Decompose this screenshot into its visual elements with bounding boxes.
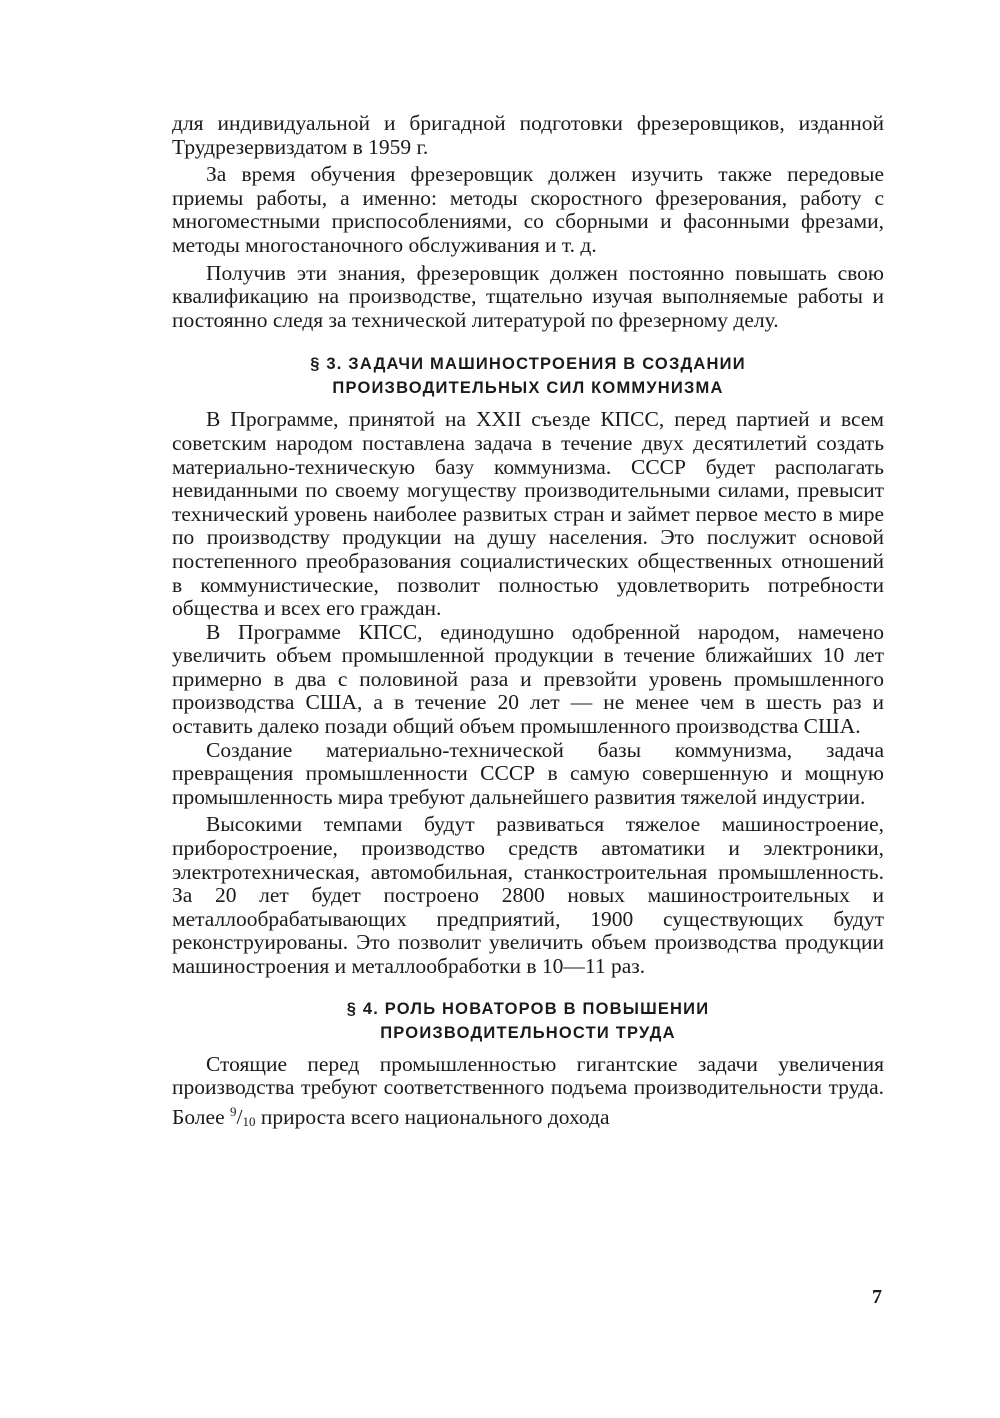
intro-paragraph-2: За время обучения фрезеровщик должен изучить также передовые приемы работы, а именно: методы скоростного фрезерования, работу с многоместными приспособлениями, со сборными и фасонными фрезами, методы многостаночного обслуживания и т. д. bbox=[172, 162, 884, 257]
section-4-paragraph-1-start: Стоящие перед промышленностью гигантские задачи увеличения производства требуют соответственного подъема производительности труда. Более bbox=[172, 1051, 884, 1129]
intro-paragraph-3: Получив эти знания, фрезеровщик должен постоянно повышать свою квалификацию на производстве, тщательно изучая выполняемые работы и постоянно следя за технической литературой по фрезерному делу. bbox=[172, 260, 884, 332]
section-3-paragraph-2: В Программе КПСС, единодушно одобренной народом, намечено увеличить объем промышленной продукции в течение ближайших 10 лет примерно в два с половиной раза и превзойти уровень промышленного производства США, а в течение 20 лет — не менее чем в шесть раз и оставить далеко позади общий объем промышленного производства США. bbox=[172, 619, 884, 739]
fraction-denominator: 10 bbox=[242, 1113, 256, 1129]
section-3-heading bbox=[172, 352, 884, 400]
section-4-paragraph-1 bbox=[172, 1053, 884, 1134]
section-3-paragraph-1: В Программе, принятой на XXII съезде КПСС, перед партией и всем советским народом поставлена задача в течение двух десятилетий создать материально-техническую базу коммунизма. СССР будет располагать невиданными по своему могуществу производительными силами, превысит технический уровень наиболее развитых стран и займет первое место в мире по производству продукции на душу населения. Это послужит основой постепенного преобразования социалистических общественных отношений в коммунистические, позволит полностью удовлетворить потребности общества и всех его граждан. bbox=[172, 407, 884, 621]
section-3-paragraph-3: Создание материально-технической базы коммунизма, задача превращения промышленности СССР в самую совершенную и мощную промышленность мира требуют дальнейшего развития тяжелой индустрии. bbox=[172, 737, 884, 809]
fraction-numerator: 9 bbox=[230, 1103, 237, 1119]
page-number: 7 bbox=[872, 1286, 882, 1308]
section-3-heading-line-2: ПРОИЗВОДИТЕЛЬНЫХ СИЛ КОММУНИЗМА bbox=[332, 379, 724, 398]
book-page bbox=[172, 112, 884, 1133]
section-4-heading-line-2: ПРОИЗВОДИТЕЛЬНОСТИ ТРУДА bbox=[380, 1023, 676, 1042]
intro-paragraph-1: для индивидуальной и бригадной подготовки фрезеровщиков, изданной Трудрезервиздатом в 1959 г. bbox=[172, 111, 884, 159]
section-3-heading-line-1: § 3. ЗАДАЧИ МАШИНОСТРОЕНИЯ В СОЗДАНИИ bbox=[310, 355, 746, 374]
section-3-paragraph-4: Высокими темпами будут развиваться тяжелое машиностроение, приборостроение, производство средств автоматики и электроники, электротехническая, автомобильная, станкостроительная промышленность. За 20 лет будет построено 2800 новых машиностроительных и металлообрабатывающих предприятий, 1900 существующих будут реконструированы. Это позволит увеличить объем производства продукции машиностроения и металлообработки в 10—11 раз. bbox=[172, 812, 884, 978]
section-4-heading bbox=[172, 997, 884, 1045]
nine-tenths-fraction: $^9/_{10}$ bbox=[230, 1103, 256, 1129]
section-4-heading-line-1: § 4. РОЛЬ НОВАТОРОВ В ПОВЫШЕНИИ bbox=[346, 999, 710, 1018]
section-4-paragraph-1-end: прироста всего национального дохода bbox=[255, 1104, 610, 1129]
